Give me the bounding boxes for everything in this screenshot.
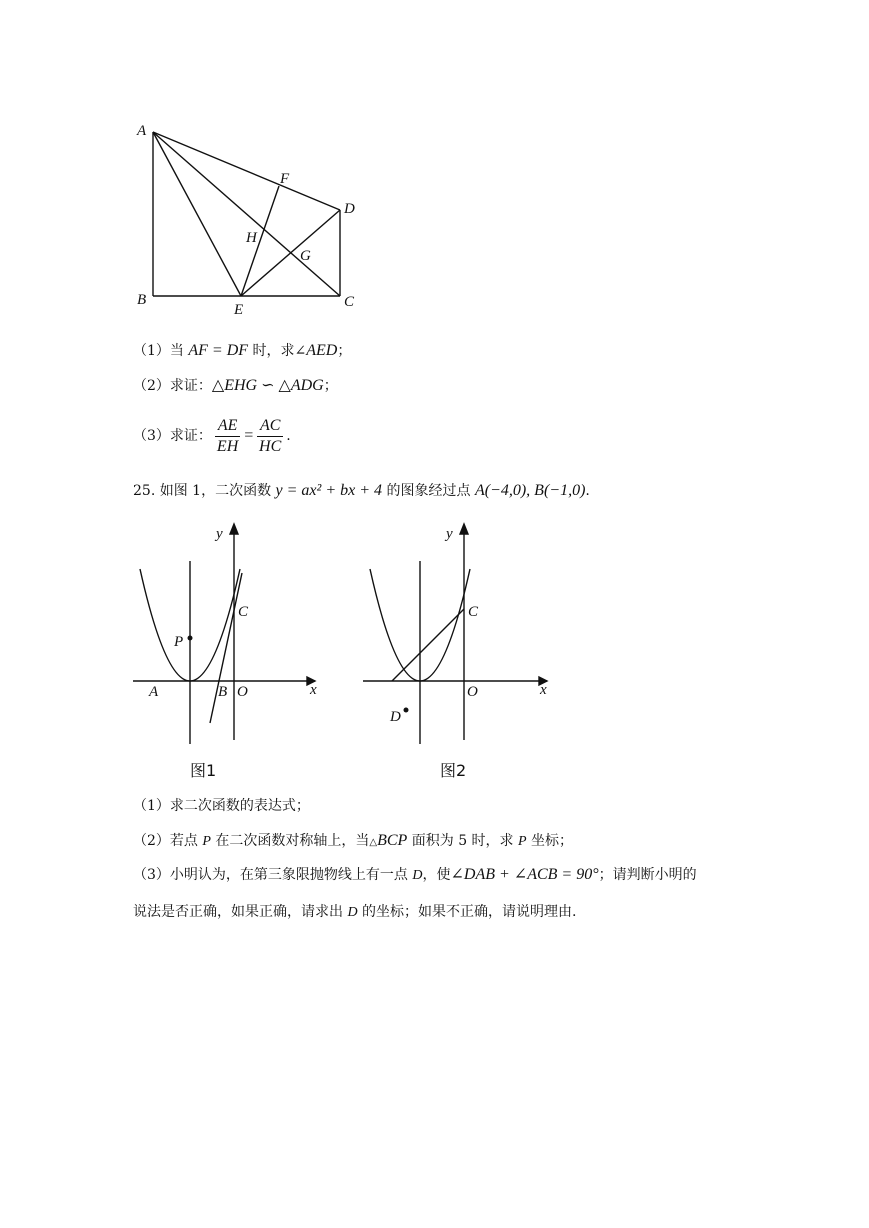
figure-2-parabola	[360, 518, 560, 780]
label-D: D	[344, 201, 355, 217]
fig2-label-x: x	[540, 682, 547, 698]
fraction-ae-eh: $\frac{AE}{EH}$	[216, 416, 239, 455]
fig1-label-y: y	[216, 526, 223, 542]
fig1-label-B: B	[218, 684, 228, 700]
q24-part2: （2）求证：△EHG ∽ △ADG；	[133, 377, 338, 394]
label-H: H	[246, 230, 257, 246]
fig2-caption: 图2	[440, 761, 467, 780]
q25-part1: （1）求二次函数的表达式；	[133, 798, 310, 814]
fig1-caption: 图1	[190, 761, 217, 780]
label-A: A	[137, 123, 147, 139]
figure-1-parabola	[130, 518, 330, 780]
label-C: C	[344, 294, 355, 310]
label-E: E	[234, 302, 244, 318]
fig1-label-P: P	[174, 634, 184, 650]
label-B: B	[137, 292, 147, 308]
q25-part3-continued: 说法是否正确，如果正确，请求出 D 的坐标；如果不正确，请说明理由.	[133, 904, 577, 920]
q25-stem: 25. 如图 1，二次函数 y = ax² + bx + 4 的图象经过点 A(−4,0), B(−1,0).	[133, 482, 590, 499]
fraction-ac-hc: $\frac{AC}{HC}$	[259, 416, 282, 455]
fig1-label-O: O	[237, 684, 248, 700]
geometry-figure	[120, 110, 380, 325]
fig2-label-C: C	[468, 604, 479, 620]
fig2-label-D: D	[390, 709, 401, 725]
fig2-label-O: O	[467, 684, 478, 700]
label-F: F	[280, 171, 290, 187]
q24-part1: （1）当 AF = DF 时，求∠AED；	[133, 342, 352, 359]
fig2-label-y: y	[446, 526, 453, 542]
q25-part3: （3）小明认为，在第三象限抛物线上有一点 D，使∠DAB + ∠ACB = 90°；请判断小明的	[133, 866, 697, 883]
fig1-label-A: A	[149, 684, 159, 700]
q25-part2: （2）若点 P 在二次函数对称轴上，当△BCP 面积为 5 时，求 P 坐标；	[133, 832, 574, 849]
fig1-label-x: x	[310, 682, 317, 698]
label-G: G	[300, 248, 311, 264]
fig1-label-C: C	[238, 604, 249, 620]
q24-part3: （3）求证： $\frac{AE}{EH}$ = $\frac{AC}{HC}$ .	[133, 416, 291, 455]
